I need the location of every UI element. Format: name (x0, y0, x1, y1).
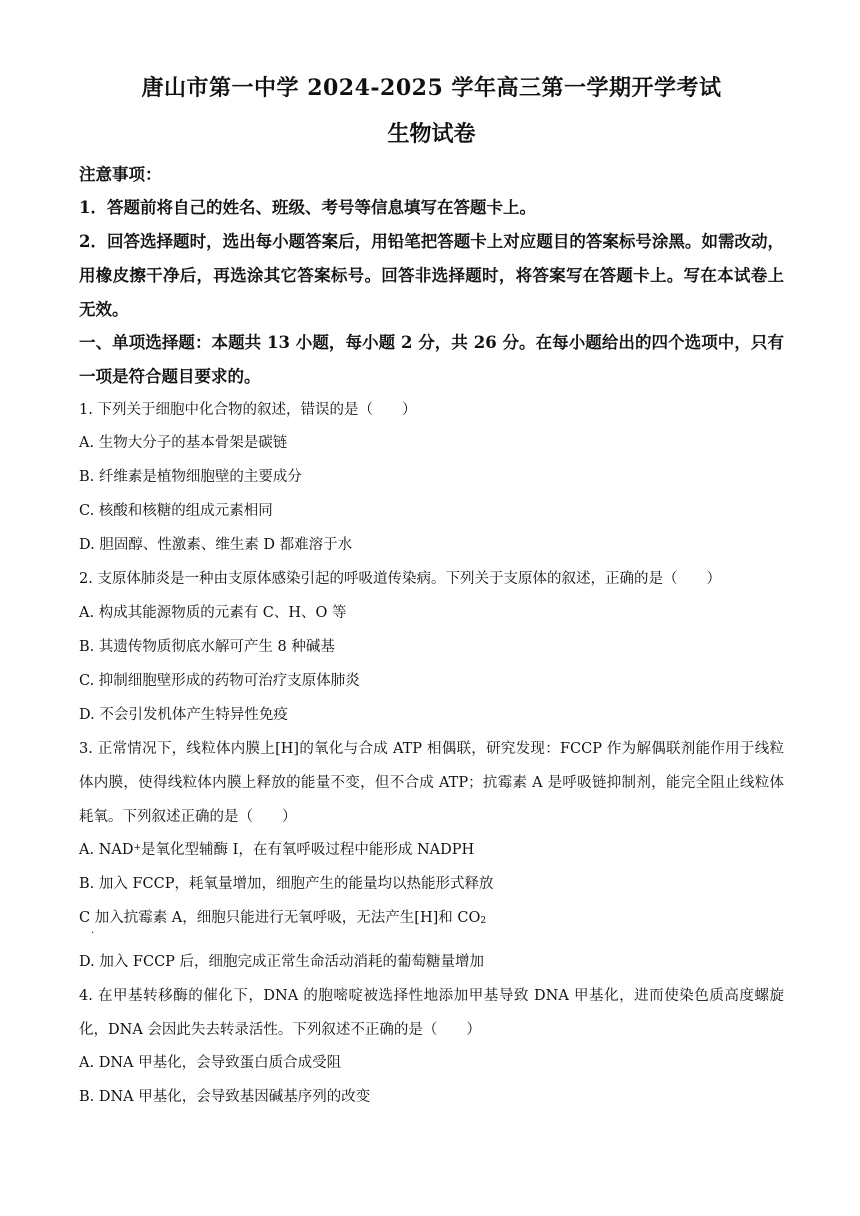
question-4-option-a: A. DNA 甲基化，会导致蛋白质合成受阻 (79, 1055, 342, 1071)
question-3-option-a-text: 是氧化型辅酶 I，在有氧呼吸过程中能形成 NADPH (141, 842, 475, 858)
question-4-stem: 4. 在甲基转移酶的催化下，DNA 的胞嘧啶被选择性地添加甲基导致 DNA 甲基化，进而使染色质高度螺旋化，DNA 会因此失去转录活性。下列叙述不正确的是（ ） (79, 988, 784, 1038)
notice-heading: 注意事项： (79, 165, 162, 184)
superscript-plus: + (133, 843, 142, 853)
question-4-option-b: B. DNA 甲基化，会导致基因碱基序列的改变 (79, 1089, 371, 1105)
question-3-option-a-prefix: A. NAD (79, 842, 134, 858)
question-3-option-c-text: C 加入抗霉素 A，细胞只能进行无氧呼吸，无法产生[H]和 CO (79, 910, 481, 926)
section-1-heading: 一、单项选择题：本题共 13 小题，每小题 2 分，共 26 分。在每小题给出的四个选项中，只有一项是符合题目要求的。 (79, 333, 784, 386)
question-1-option-b: B. 纤维素是植物细胞壁的主要成分 (79, 469, 302, 485)
question-1-option-a: A. 生物大分子的基本骨架是碳链 (79, 435, 288, 451)
question-3-option-c (79, 908, 784, 928)
stray-dot-mark: · (91, 928, 95, 939)
question-1-option-d: D. 胆固醇、性激素、维生素 D 都难溶于水 (79, 537, 353, 553)
question-2-stem: 2. 支原体肺炎是一种由支原体感染引起的呼吸道传染病。下列关于支原体的叙述，正确的是（ ） (79, 571, 721, 587)
question-3-option-d: D. 加入 FCCP 后，细胞完成正常生命活动消耗的葡萄糖量增加 (79, 954, 485, 970)
question-3-option-a (79, 840, 784, 860)
subscript-2: 2 (480, 916, 487, 926)
exam-subtitle: 生物试卷 (387, 121, 476, 147)
question-2-option-b: B. 其遗传物质彻底水解可产生 8 种碱基 (79, 639, 335, 655)
exam-page (79, 0, 784, 1216)
notice-item-2: 2．回答选择题时，选出每小题答案后，用铅笔把答题卡上对应题目的答案标号涂黑。如需改动，用橡皮擦干净后，再选涂其它答案标号。回答非选择题时，将答案写在答题卡上。写在本试卷上无效。 (79, 232, 784, 319)
exam-title: 唐山市第一中学 2024-2025 学年高三第一学期开学考试 (141, 75, 722, 101)
question-3-stem: 3. 正常情况下，线粒体内膜上[H]的氧化与合成 ATP 相偶联，研究发现：FCCP 作为解偶联剂能作用于线粒体内膜，使得线粒体内膜上释放的能量不变，但不合成 ATP；抗霉素 A 是呼吸链抑制剂，能完全阻止线粒体耗氧。下列叙述正确的是（ ） (79, 741, 784, 825)
question-2-option-d: D. 不会引发机体产生特异性免疫 (79, 707, 288, 723)
question-2-option-a: A. 构成其能源物质的元素有 C、H、O 等 (79, 605, 347, 621)
question-1-stem: 1. 下列关于细胞中化合物的叙述，错误的是（ ） (79, 402, 417, 418)
question-2-option-c: C. 抑制细胞壁形成的药物可治疗支原体肺炎 (79, 673, 360, 689)
question-3-option-b: B. 加入 FCCP，耗氧量增加，细胞产生的能量均以热能形式释放 (79, 876, 494, 892)
question-1-option-c: C. 核酸和核糖的组成元素相同 (79, 503, 273, 519)
notice-item-1: 1．答题前将自己的姓名、班级、考号等信息填写在答题卡上。 (79, 198, 536, 217)
